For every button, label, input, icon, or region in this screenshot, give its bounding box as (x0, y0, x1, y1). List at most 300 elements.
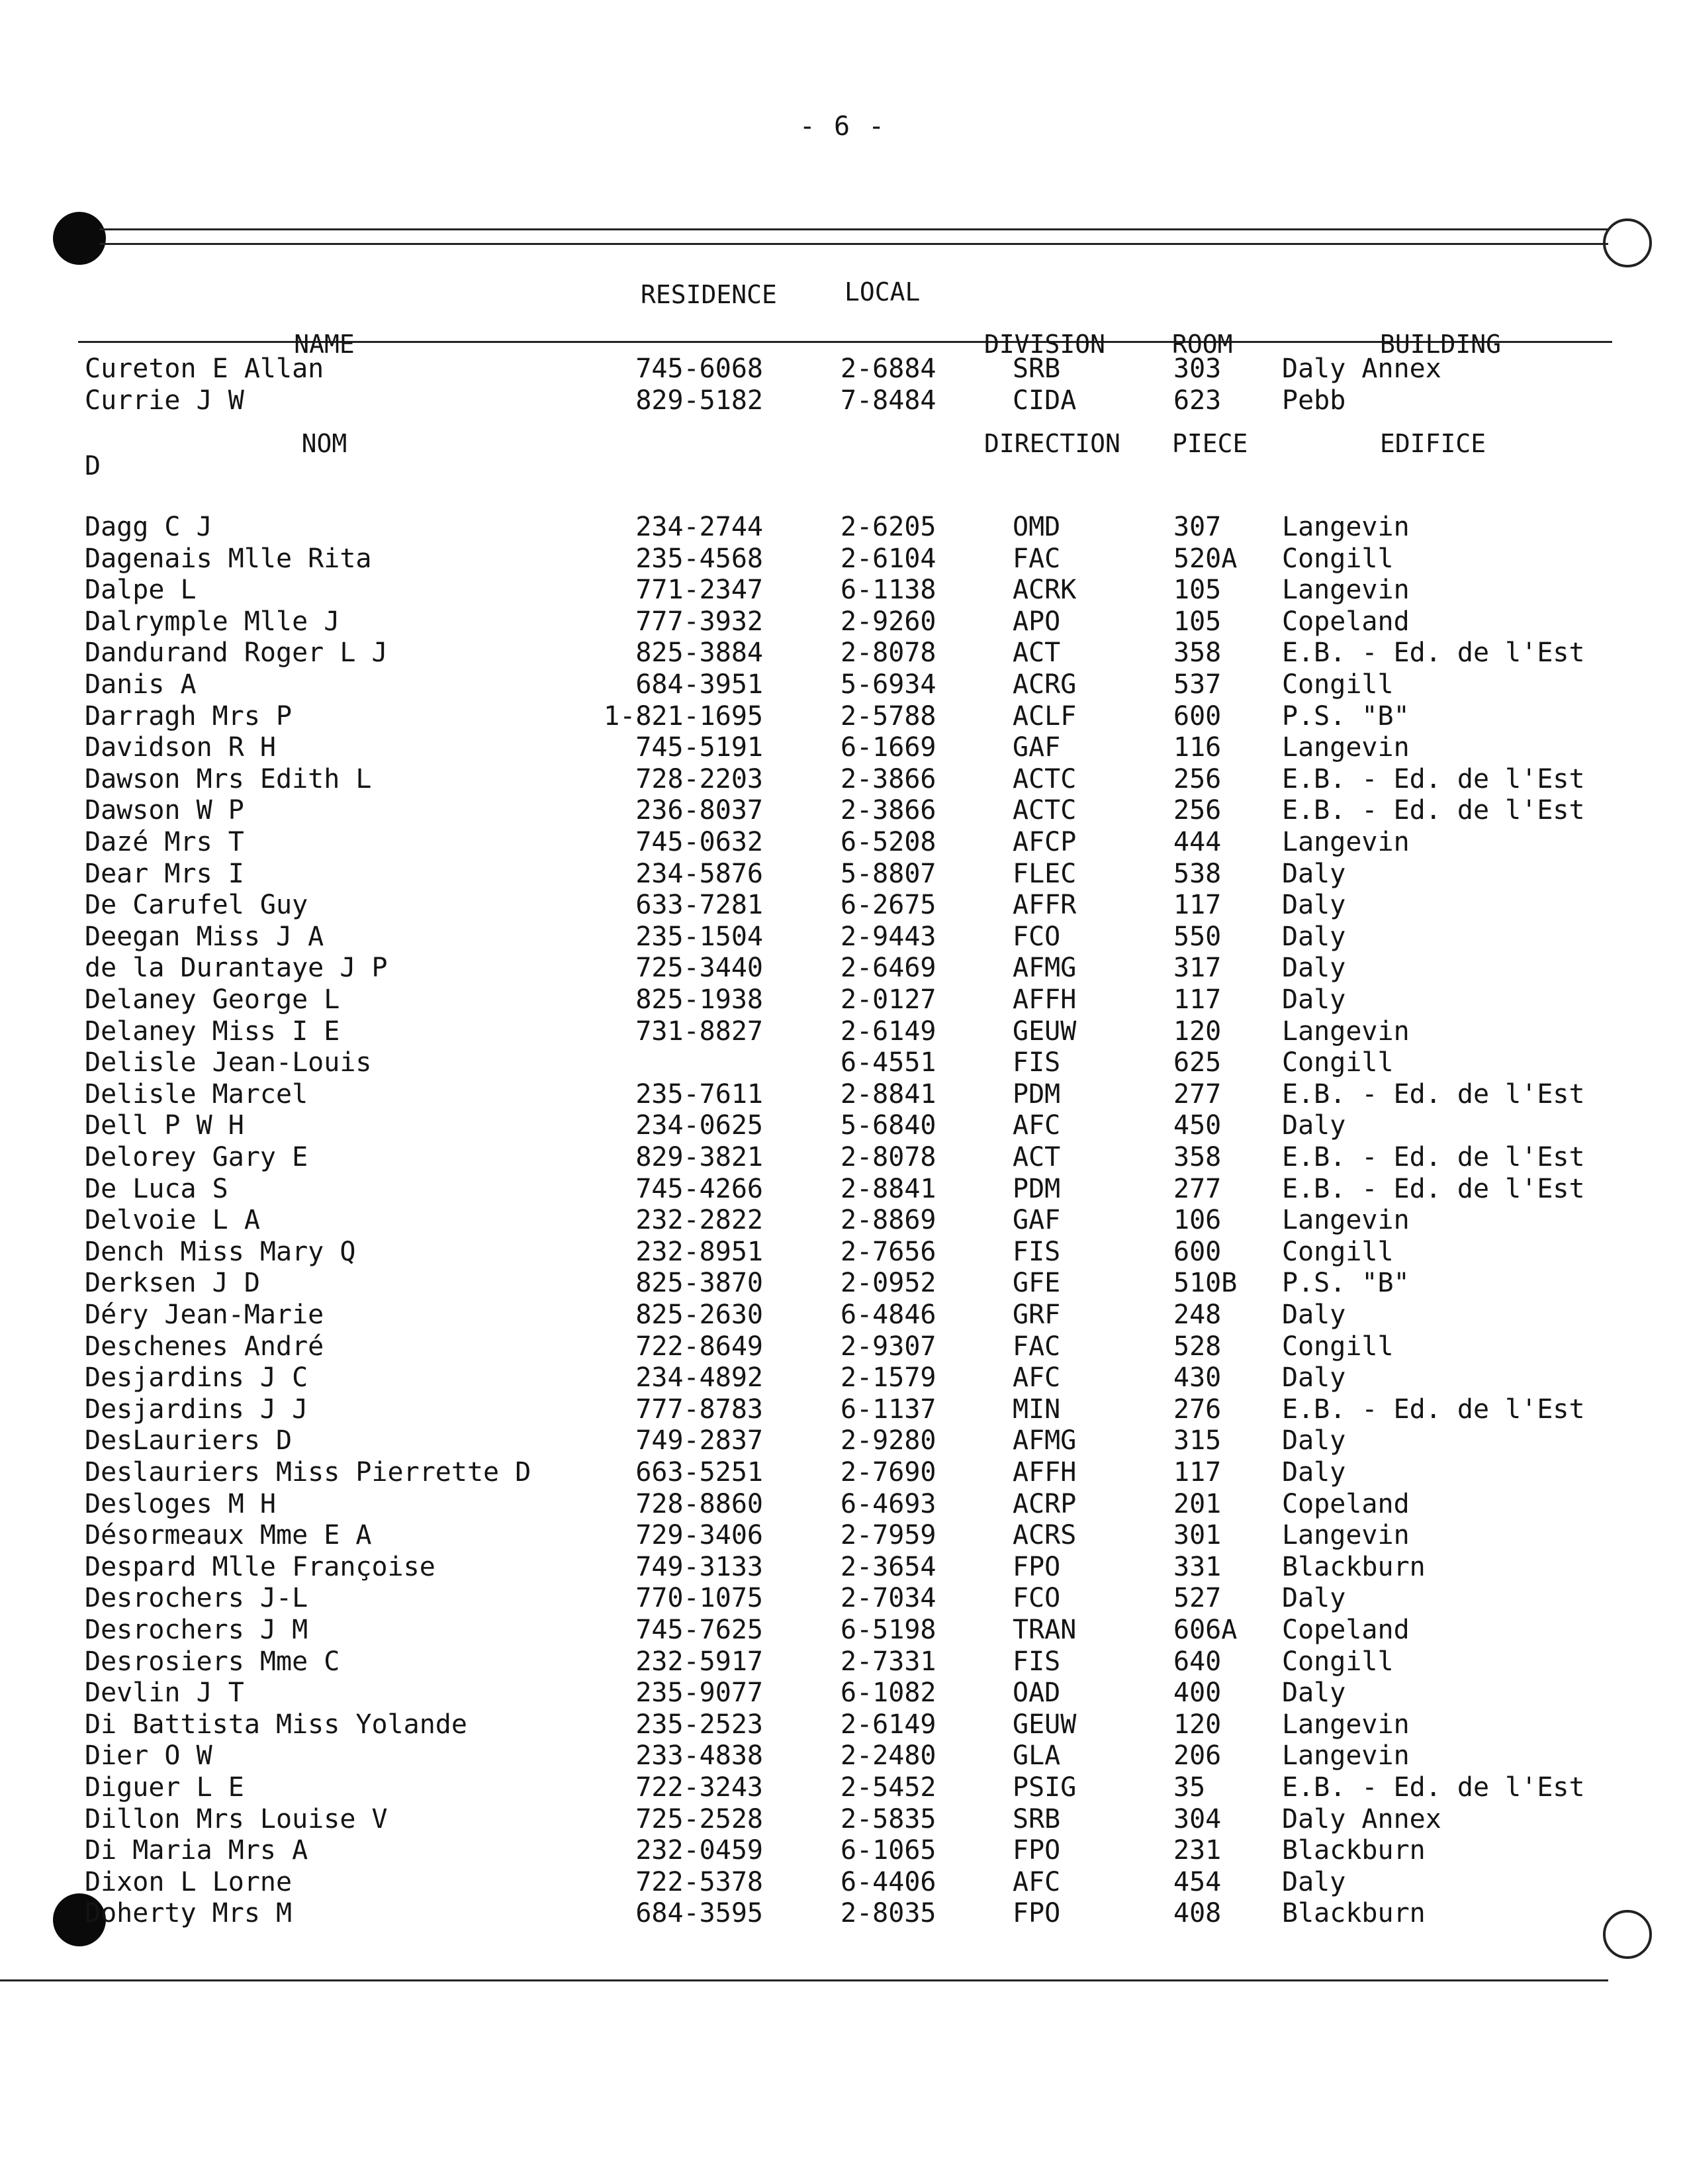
entry-room: 301 (1173, 1520, 1222, 1551)
table-row (0, 952, 1685, 984)
entry-residence-phone: 771-2347 (635, 575, 763, 606)
entry-building: Daly (1282, 858, 1346, 889)
header-name-en: NAME (294, 330, 355, 359)
entry-residence-phone: 829-3821 (635, 1142, 763, 1172)
table-row (0, 700, 1685, 732)
entry-local-extension: 2-1579 (841, 1362, 936, 1394)
entry-division: CIDA (1013, 385, 1077, 416)
entry-residence-phone: 633-7281 (635, 890, 763, 921)
entry-building: P.S. "B" (1282, 1268, 1410, 1299)
entry-name: De Carufel Guy (85, 890, 308, 921)
entry-local-extension: 2-7034 (841, 1583, 936, 1614)
entry-name: Dagg C J (85, 512, 212, 542)
entry-division: AFFH (1013, 1457, 1077, 1488)
entry-building: Blackburn (1282, 1835, 1426, 1866)
entry-room: 528 (1173, 1331, 1222, 1362)
entry-building: Copeland (1282, 1615, 1410, 1645)
entry-name: Doherty Mrs M (85, 1898, 293, 1929)
entry-building: E.B. - Ed. de l'Est (1282, 1142, 1585, 1172)
header-room-fr: PIECE (1172, 429, 1248, 458)
entry-name: Danis A (85, 669, 197, 700)
table-row (0, 1078, 1685, 1110)
entry-local-extension: 2-9280 (841, 1425, 936, 1456)
entry-name: Dench Miss Mary Q (85, 1236, 356, 1267)
header-building-fr: EDIFICE (1380, 429, 1486, 458)
entry-room: 117 (1173, 890, 1222, 921)
table-row (0, 1204, 1685, 1236)
entry-local-extension: 2-3654 (841, 1551, 936, 1582)
entry-local-extension: 2-6149 (841, 1709, 936, 1740)
entry-local-extension: 2-2480 (841, 1740, 936, 1772)
entry-name: Dawson Mrs Edith L (85, 763, 372, 794)
entry-division: AFC (1013, 1866, 1061, 1897)
entry-division: MIN (1013, 1394, 1061, 1425)
table-row (0, 385, 1685, 416)
entry-local-extension: 6-4693 (841, 1488, 936, 1519)
entry-local-extension: 6-4406 (841, 1866, 936, 1897)
entry-local-extension: 2-8035 (841, 1898, 936, 1929)
entry-room: 276 (1173, 1394, 1222, 1425)
entry-residence-phone: 235-2523 (635, 1709, 763, 1740)
entry-residence-phone: 825-1938 (635, 984, 763, 1015)
entry-building: E.B. - Ed. de l'Est (1282, 795, 1585, 826)
table-row (0, 1834, 1685, 1866)
entry-building: Congill (1282, 1047, 1394, 1078)
entry-residence-phone: 235-9077 (635, 1678, 763, 1709)
entry-room: 537 (1173, 669, 1222, 700)
entry-name: Diguer L E (85, 1772, 244, 1803)
entry-local-extension: 5-6934 (841, 669, 936, 700)
entry-division: FPO (1013, 1835, 1061, 1866)
entry-name: Delisle Jean-Louis (85, 1047, 372, 1078)
entry-room: 248 (1173, 1300, 1222, 1330)
entry-residence-phone: 829-5182 (635, 385, 763, 416)
entry-local-extension: 2-6884 (841, 354, 936, 384)
entry-building: E.B. - Ed. de l'Est (1282, 1772, 1585, 1803)
table-row (0, 1488, 1685, 1520)
entry-name: Delorey Gary E (85, 1142, 308, 1172)
table-row (0, 1173, 1685, 1205)
entry-room: 256 (1173, 763, 1222, 794)
entry-residence-phone: 663-5251 (635, 1457, 763, 1488)
entry-division: AFC (1013, 1362, 1061, 1394)
page-bottom-rule (0, 1979, 1608, 1981)
entry-room: 120 (1173, 1709, 1222, 1740)
entry-residence-phone: 825-3870 (635, 1268, 763, 1299)
entry-division: OAD (1013, 1678, 1061, 1709)
entry-name: Darragh Mrs P (85, 700, 293, 732)
entry-room: 105 (1173, 575, 1222, 606)
entry-name: Devlin J T (85, 1678, 244, 1709)
entry-room: 510B (1173, 1268, 1238, 1299)
entry-name: Delvoie L A (85, 1205, 260, 1236)
entry-residence-phone: 235-4568 (635, 543, 763, 574)
entry-room: 331 (1173, 1551, 1222, 1582)
entry-room: 315 (1173, 1425, 1222, 1456)
table-row (0, 763, 1685, 795)
entry-residence-phone: 729-3406 (635, 1520, 763, 1551)
entry-room: 307 (1173, 512, 1222, 542)
table-row (0, 1897, 1685, 1929)
entry-name: Desrochers J-L (85, 1583, 308, 1614)
table-row (0, 1614, 1685, 1646)
entry-name: Dalrymple Mlle J (85, 606, 340, 637)
entry-building: Daly (1282, 953, 1346, 984)
entry-residence-phone: 725-3440 (635, 953, 763, 984)
entry-room: 625 (1173, 1047, 1222, 1078)
header-division-en: DIVISION (984, 330, 1106, 359)
entry-name: Desloges M H (85, 1488, 276, 1519)
entry-local-extension: 6-1138 (841, 575, 936, 606)
entry-division: FIS (1013, 1646, 1061, 1677)
table-row (0, 1866, 1685, 1898)
entry-local-extension: 2-5452 (841, 1772, 936, 1803)
table-row (0, 1551, 1685, 1583)
entry-room: 277 (1173, 1173, 1222, 1204)
entry-division: PDM (1013, 1078, 1061, 1110)
entry-division: FPO (1013, 1551, 1061, 1582)
entry-division: AFFH (1013, 984, 1077, 1015)
entry-local-extension: 2-6149 (841, 1016, 936, 1047)
entry-building: Langevin (1282, 512, 1410, 542)
entry-building: Langevin (1282, 1709, 1410, 1740)
table-row (0, 1047, 1685, 1078)
entry-residence-phone: 233-4838 (635, 1740, 763, 1772)
entry-name: Cureton E Allan (85, 354, 324, 384)
entry-local-extension: 6-1065 (841, 1835, 936, 1866)
entry-name: Desjardins J J (85, 1394, 308, 1425)
entry-room: 277 (1173, 1078, 1222, 1110)
entry-building: Daly Annex (1282, 1803, 1441, 1834)
header-building-en: BUILDING (1380, 330, 1502, 359)
entry-name: Di Battista Miss Yolande (85, 1709, 467, 1740)
entry-name: Davidson R H (85, 732, 276, 763)
table-row (0, 732, 1685, 763)
entry-building: Langevin (1282, 1740, 1410, 1772)
entry-local-extension: 6-4551 (841, 1047, 936, 1078)
entry-local-extension: 2-8078 (841, 1142, 936, 1172)
entry-building: Langevin (1282, 1520, 1410, 1551)
table-row (0, 1331, 1685, 1362)
entry-residence-phone: 232-5917 (635, 1646, 763, 1677)
entry-residence-phone: 234-5876 (635, 858, 763, 889)
entry-name: Desjardins J C (85, 1362, 308, 1394)
table-row (0, 669, 1685, 700)
entry-building: Copeland (1282, 1488, 1410, 1519)
entry-room: 600 (1173, 1236, 1222, 1267)
entry-division: AFMG (1013, 953, 1077, 984)
entry-residence-phone: 232-2822 (635, 1205, 763, 1236)
entry-room: 358 (1173, 638, 1222, 669)
entry-division: GFE (1013, 1268, 1061, 1299)
entry-name: Dear Mrs I (85, 858, 244, 889)
entry-division: FIS (1013, 1047, 1061, 1078)
table-row (0, 1519, 1685, 1551)
entry-local-extension: 2-5788 (841, 700, 936, 732)
entry-name: Delaney George L (85, 984, 340, 1015)
table-row (0, 1141, 1685, 1173)
entry-name: Delaney Miss I E (85, 1016, 340, 1047)
entry-local-extension: 6-1669 (841, 732, 936, 763)
entry-local-extension: 2-7331 (841, 1646, 936, 1677)
entry-name: Delisle Marcel (85, 1078, 308, 1110)
entry-name: De Luca S (85, 1173, 228, 1204)
entry-building: Daly (1282, 890, 1346, 921)
entry-residence-phone: 745-0632 (635, 827, 763, 857)
section-letter: D (85, 451, 101, 481)
entry-building: Daly (1282, 1110, 1346, 1141)
entry-building: Pebb (1282, 385, 1346, 416)
entry-room: 444 (1173, 827, 1222, 857)
entry-local-extension: 2-8869 (841, 1205, 936, 1236)
entry-division: GEUW (1013, 1709, 1077, 1740)
entry-building: Congill (1282, 1331, 1394, 1362)
entry-room: 606A (1173, 1615, 1238, 1645)
entry-residence-phone: 777-8783 (635, 1394, 763, 1425)
table-row (0, 1582, 1685, 1614)
entry-name: Dazé Mrs T (85, 827, 244, 857)
entry-division: ACTC (1013, 763, 1077, 794)
punch-hole-top-right (1603, 218, 1652, 267)
table-row (0, 574, 1685, 606)
entry-building: E.B. - Ed. de l'Est (1282, 763, 1585, 794)
entry-building: Congill (1282, 1646, 1394, 1677)
entry-room: 201 (1173, 1488, 1222, 1519)
entry-division: PDM (1013, 1173, 1061, 1204)
entry-local-extension: 6-4846 (841, 1300, 936, 1330)
table-row (0, 1267, 1685, 1299)
entry-room: 256 (1173, 795, 1222, 826)
entry-residence-phone: 825-3884 (635, 638, 763, 669)
entry-local-extension: 2-5835 (841, 1803, 936, 1834)
entry-building: Daly (1282, 1362, 1346, 1394)
entry-name: Deschenes André (85, 1331, 324, 1362)
entry-residence-phone: 684-3595 (635, 1898, 763, 1929)
table-row (0, 1677, 1685, 1709)
entry-division: AFC (1013, 1110, 1061, 1141)
entry-residence-phone: 235-1504 (635, 921, 763, 952)
table-row (0, 1803, 1685, 1835)
entry-local-extension: 2-9443 (841, 921, 936, 952)
entry-name: Desrosiers Mme C (85, 1646, 340, 1677)
table-row (0, 511, 1685, 543)
entry-residence-phone: 234-0625 (635, 1110, 763, 1141)
entry-building: E.B. - Ed. de l'Est (1282, 1173, 1585, 1204)
entry-division: ACLF (1013, 700, 1077, 732)
entry-room: 106 (1173, 1205, 1222, 1236)
entry-room: 231 (1173, 1835, 1222, 1866)
header-name-fr: NOM (301, 429, 347, 458)
entry-building: E.B. - Ed. de l'Est (1282, 1394, 1585, 1425)
entry-name: Despard Mlle Françoise (85, 1551, 435, 1582)
entry-residence-phone: 234-2744 (635, 512, 763, 542)
table-row (0, 889, 1685, 921)
entry-name: Deegan Miss J A (85, 921, 324, 952)
entry-name: Dier O W (85, 1740, 212, 1772)
entry-division: ACRG (1013, 669, 1077, 700)
header-room-en: ROOM (1172, 330, 1233, 359)
table-row (0, 1236, 1685, 1268)
entry-room: 550 (1173, 921, 1222, 952)
entry-name: Dalpe L (85, 575, 197, 606)
entry-local-extension: 6-2675 (841, 890, 936, 921)
entry-residence-phone: 725-2528 (635, 1803, 763, 1834)
entry-name: Dandurand Roger L J (85, 638, 388, 669)
entry-building: Blackburn (1282, 1551, 1426, 1582)
entry-building: Daly (1282, 921, 1346, 952)
entry-name: Dagenais Mlle Rita (85, 543, 372, 574)
entry-local-extension: 6-5198 (841, 1615, 936, 1645)
entry-building: Langevin (1282, 575, 1410, 606)
entry-division: ACT (1013, 638, 1061, 669)
entry-name: Derksen J D (85, 1268, 260, 1299)
table-row (0, 1709, 1685, 1740)
table-row (0, 543, 1685, 575)
entry-division: ACTC (1013, 795, 1077, 826)
entry-local-extension: 2-3866 (841, 763, 936, 794)
entry-room: 430 (1173, 1362, 1222, 1394)
entry-residence-phone: 745-7625 (635, 1615, 763, 1645)
entry-division: FAC (1013, 543, 1061, 574)
entry-room: 640 (1173, 1646, 1222, 1677)
entry-local-extension: 2-7690 (841, 1457, 936, 1488)
entry-division: OMD (1013, 512, 1061, 542)
entry-room: 400 (1173, 1678, 1222, 1709)
entry-local-extension: 2-0952 (841, 1268, 936, 1299)
entry-local-extension: 2-8078 (841, 638, 936, 669)
table-row (0, 921, 1685, 953)
table-row (0, 1646, 1685, 1678)
entry-local-extension: 7-8484 (841, 385, 936, 416)
entry-building: Langevin (1282, 732, 1410, 763)
table-row (0, 1740, 1685, 1772)
entry-division: AFCP (1013, 827, 1077, 857)
entry-residence-phone: 232-8951 (635, 1236, 763, 1267)
entry-residence-phone: 722-3243 (635, 1772, 763, 1803)
entry-building: Congill (1282, 543, 1394, 574)
entry-room: 623 (1173, 385, 1222, 416)
entry-residence-phone: 234-4892 (635, 1362, 763, 1394)
table-row (0, 1425, 1685, 1456)
table-row (0, 1772, 1685, 1803)
entry-building: Daly (1282, 1866, 1346, 1897)
entry-building: Daly Annex (1282, 354, 1441, 384)
entry-division: ACRK (1013, 575, 1077, 606)
entry-building: Congill (1282, 669, 1394, 700)
entry-local-extension: 6-5208 (841, 827, 936, 857)
entry-room: 105 (1173, 606, 1222, 637)
table-row (0, 353, 1685, 385)
entry-residence-phone: 777-3932 (635, 606, 763, 637)
entry-division: APO (1013, 606, 1061, 637)
entry-building: Daly (1282, 1457, 1346, 1488)
entry-name: Currie J W (85, 385, 244, 416)
entry-building: Daly (1282, 984, 1346, 1015)
punch-hole-top-left (53, 212, 106, 265)
entry-building: E.B. - Ed. de l'Est (1282, 638, 1585, 669)
entry-division: ACRS (1013, 1520, 1077, 1551)
entry-residence-phone: 745-5191 (635, 732, 763, 763)
entry-division: GEUW (1013, 1016, 1077, 1047)
entry-local-extension: 5-8807 (841, 858, 936, 889)
entry-residence-phone: 825-2630 (635, 1300, 763, 1330)
entry-residence-phone: 728-8860 (635, 1488, 763, 1519)
entry-residence-phone: 722-8649 (635, 1331, 763, 1362)
entry-local-extension: 2-9260 (841, 606, 936, 637)
table-row (0, 1456, 1685, 1488)
entry-division: FPO (1013, 1898, 1061, 1929)
entry-division: AFFR (1013, 890, 1077, 921)
entry-division: TRAN (1013, 1615, 1077, 1645)
entry-room: 538 (1173, 858, 1222, 889)
table-row (0, 1394, 1685, 1425)
entry-residence-phone: 1-821-1695 (604, 700, 763, 732)
entry-room: 116 (1173, 732, 1222, 763)
entry-local-extension: 6-1137 (841, 1394, 936, 1425)
entry-name: Dell P W H (85, 1110, 244, 1141)
entry-room: 450 (1173, 1110, 1222, 1141)
entry-building: Daly (1282, 1425, 1346, 1456)
entry-residence-phone: 749-3133 (635, 1551, 763, 1582)
table-row (0, 794, 1685, 826)
entry-division: SRB (1013, 354, 1061, 384)
entry-building: Copeland (1282, 606, 1410, 637)
entry-name: Dawson W P (85, 795, 244, 826)
entry-division: FIS (1013, 1236, 1061, 1267)
entry-division: FCO (1013, 1583, 1061, 1614)
entry-residence-phone: 236-8037 (635, 795, 763, 826)
header-division-fr: DIRECTION (984, 429, 1120, 458)
entry-local-extension: 2-3866 (841, 795, 936, 826)
entry-building: Langevin (1282, 1205, 1410, 1236)
entry-name: Desrochers J M (85, 1615, 308, 1645)
entry-local-extension: 5-6840 (841, 1110, 936, 1141)
entry-building: Langevin (1282, 1016, 1410, 1047)
entry-division: AFMG (1013, 1425, 1077, 1456)
entry-division: FLEC (1013, 858, 1077, 889)
page-number: - 6 - (799, 111, 886, 142)
entry-division: SRB (1013, 1803, 1061, 1834)
table-row (0, 1110, 1685, 1141)
entry-name: de la Durantaye J P (85, 953, 388, 984)
entry-residence-phone: 745-6068 (635, 354, 763, 384)
entry-name: Déry Jean-Marie (85, 1300, 324, 1330)
entry-division: ACT (1013, 1142, 1061, 1172)
entry-residence-phone: 749-2837 (635, 1425, 763, 1456)
entry-division: GRF (1013, 1300, 1061, 1330)
entry-residence-phone: 722-5378 (635, 1866, 763, 1897)
entry-room: 520A (1173, 543, 1238, 574)
entry-division: GAF (1013, 1205, 1061, 1236)
entry-building: E.B. - Ed. de l'Est (1282, 1078, 1585, 1110)
entry-building: Blackburn (1282, 1898, 1426, 1929)
entry-name: Deslauriers Miss Pierrette D (85, 1457, 531, 1488)
entry-residence-phone: 731-8827 (635, 1016, 763, 1047)
entry-name: Désormeaux Mme E A (85, 1520, 372, 1551)
entry-building: Daly (1282, 1678, 1346, 1709)
entry-room: 206 (1173, 1740, 1222, 1772)
entry-residence-phone: 745-4266 (635, 1173, 763, 1204)
table-row (0, 858, 1685, 890)
entry-room: 600 (1173, 700, 1222, 732)
entry-name: Dillon Mrs Louise V (85, 1803, 388, 1834)
entry-local-extension: 2-7959 (841, 1520, 936, 1551)
entry-division: GAF (1013, 732, 1061, 763)
entry-room: 408 (1173, 1898, 1222, 1929)
table-row (0, 984, 1685, 1016)
entry-room: 120 (1173, 1016, 1222, 1047)
entry-local-extension: 2-0127 (841, 984, 936, 1015)
